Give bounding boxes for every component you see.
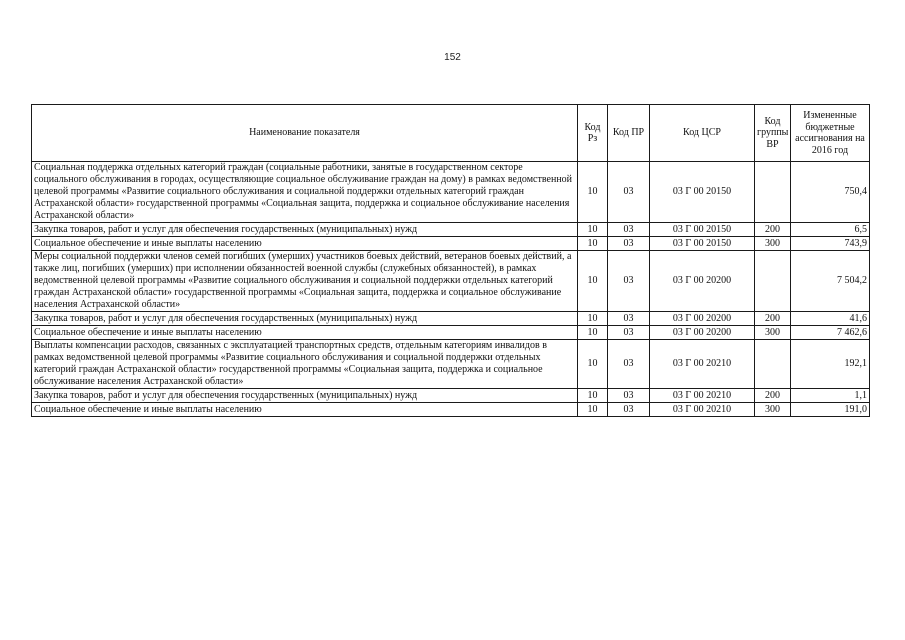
table-row bbox=[32, 340, 870, 389]
row-pr-cell: 03 bbox=[608, 326, 650, 340]
row-sum-cell: 743,9 bbox=[791, 237, 870, 251]
table-row bbox=[32, 251, 870, 312]
row-sum-cell: 7 504,2 bbox=[791, 251, 870, 312]
row-sum-cell: 1,1 bbox=[791, 389, 870, 403]
table-row bbox=[32, 162, 870, 223]
header-budget-2016: Измененные бюджетные ассигнования на 2016 год bbox=[791, 105, 870, 162]
header-rz-code: Код Рз bbox=[578, 105, 608, 162]
row-pr-cell: 03 bbox=[608, 237, 650, 251]
row-vr-cell: 300 bbox=[755, 326, 791, 340]
row-rz-cell: 10 bbox=[578, 162, 608, 223]
row-vr-cell bbox=[755, 251, 791, 312]
row-csr-cell: 03 Г 00 20200 bbox=[650, 326, 755, 340]
row-rz-cell: 10 bbox=[578, 223, 608, 237]
table-row bbox=[32, 312, 870, 326]
row-name-cell: Закупка товаров, работ и услуг для обеспечения государственных (муниципальных) нужд bbox=[32, 312, 578, 326]
row-rz-cell: 10 bbox=[578, 312, 608, 326]
table-header-row bbox=[32, 105, 870, 162]
row-csr-cell: 03 Г 00 20210 bbox=[650, 389, 755, 403]
row-pr-cell: 03 bbox=[608, 251, 650, 312]
row-csr-cell: 03 Г 00 20150 bbox=[650, 162, 755, 223]
header-indicator-name: Наименование показателя bbox=[32, 105, 578, 162]
row-vr-cell bbox=[755, 340, 791, 389]
row-pr-cell: 03 bbox=[608, 340, 650, 389]
row-vr-cell: 200 bbox=[755, 223, 791, 237]
row-sum-cell: 7 462,6 bbox=[791, 326, 870, 340]
row-rz-cell: 10 bbox=[578, 326, 608, 340]
row-name-cell: Закупка товаров, работ и услуг для обеспечения государственных (муниципальных) нужд bbox=[32, 223, 578, 237]
table-row bbox=[32, 326, 870, 340]
row-rz-cell: 10 bbox=[578, 340, 608, 389]
row-pr-cell: 03 bbox=[608, 162, 650, 223]
row-sum-cell: 192,1 bbox=[791, 340, 870, 389]
header-csr-code: Код ЦСР bbox=[650, 105, 755, 162]
row-rz-cell: 10 bbox=[578, 389, 608, 403]
page-number: 152 bbox=[444, 52, 461, 63]
row-name-cell: Меры социальной поддержки членов семей погибших (умерших) участников боевых действий, ветеранов боевых действий, а также лиц, погибших (умерших) при исполнении обязанностей военной службы (служебных обязанностей), в рамках ведомственной целевой программы «Развитие социального обслуживания и социальной поддержки отдельных категорий граждан Астраханской области» государственной программы «Социальная защита, поддержка и социальное обслуживание населения Астраханской области» bbox=[32, 251, 578, 312]
row-csr-cell: 03 Г 00 20200 bbox=[650, 312, 755, 326]
row-vr-cell: 200 bbox=[755, 389, 791, 403]
row-name-cell: Закупка товаров, работ и услуг для обеспечения государственных (муниципальных) нужд bbox=[32, 389, 578, 403]
budget-allocation-table bbox=[31, 104, 870, 417]
row-rz-cell: 10 bbox=[578, 237, 608, 251]
row-name-cell: Социальное обеспечение и иные выплаты населению bbox=[32, 403, 578, 417]
row-name-cell: Выплаты компенсации расходов, связанных с эксплуатацией транспортных средств, отдельным категориям инвалидов в рамках ведомственной целевой программы «Развитие социального обслуживания и социальной поддержки отдельных категорий граждан Астраханской области» государственной программы «Социальная защита, поддержка и социальное обслуживание населения Астраханской области» bbox=[32, 340, 578, 389]
row-sum-cell: 41,6 bbox=[791, 312, 870, 326]
row-csr-cell: 03 Г 00 20210 bbox=[650, 340, 755, 389]
table-row bbox=[32, 389, 870, 403]
row-csr-cell: 03 Г 00 20150 bbox=[650, 223, 755, 237]
header-vr-code: Код группы ВР bbox=[755, 105, 791, 162]
row-vr-cell: 200 bbox=[755, 312, 791, 326]
row-sum-cell: 191,0 bbox=[791, 403, 870, 417]
row-rz-cell: 10 bbox=[578, 403, 608, 417]
table-row bbox=[32, 237, 870, 251]
row-vr-cell: 300 bbox=[755, 403, 791, 417]
row-sum-cell: 6,5 bbox=[791, 223, 870, 237]
table-row bbox=[32, 403, 870, 417]
row-csr-cell: 03 Г 00 20200 bbox=[650, 251, 755, 312]
row-sum-cell: 750,4 bbox=[791, 162, 870, 223]
row-vr-cell: 300 bbox=[755, 237, 791, 251]
row-name-cell: Социальное обеспечение и иные выплаты населению bbox=[32, 237, 578, 251]
row-pr-cell: 03 bbox=[608, 403, 650, 417]
table-row bbox=[32, 223, 870, 237]
row-rz-cell: 10 bbox=[578, 251, 608, 312]
row-csr-cell: 03 Г 00 20210 bbox=[650, 403, 755, 417]
header-pr-code: Код ПР bbox=[608, 105, 650, 162]
row-pr-cell: 03 bbox=[608, 223, 650, 237]
row-pr-cell: 03 bbox=[608, 312, 650, 326]
row-vr-cell bbox=[755, 162, 791, 223]
row-csr-cell: 03 Г 00 20150 bbox=[650, 237, 755, 251]
row-name-cell: Социальная поддержка отдельных категорий граждан (социальные работники, занятые в государственном секторе социального обслуживания в городах, осуществляющие социальное обслуживание граждан на дому) в рамках ведомственной целевой программы «Развитие социального обслуживания и социальной поддержки отдельных категорий граждан Астраханской области» государственной программы «Социальная защита, поддержка и социальное обслуживание населения Астраханской области» bbox=[32, 162, 578, 223]
row-pr-cell: 03 bbox=[608, 389, 650, 403]
row-name-cell: Социальное обеспечение и иные выплаты населению bbox=[32, 326, 578, 340]
